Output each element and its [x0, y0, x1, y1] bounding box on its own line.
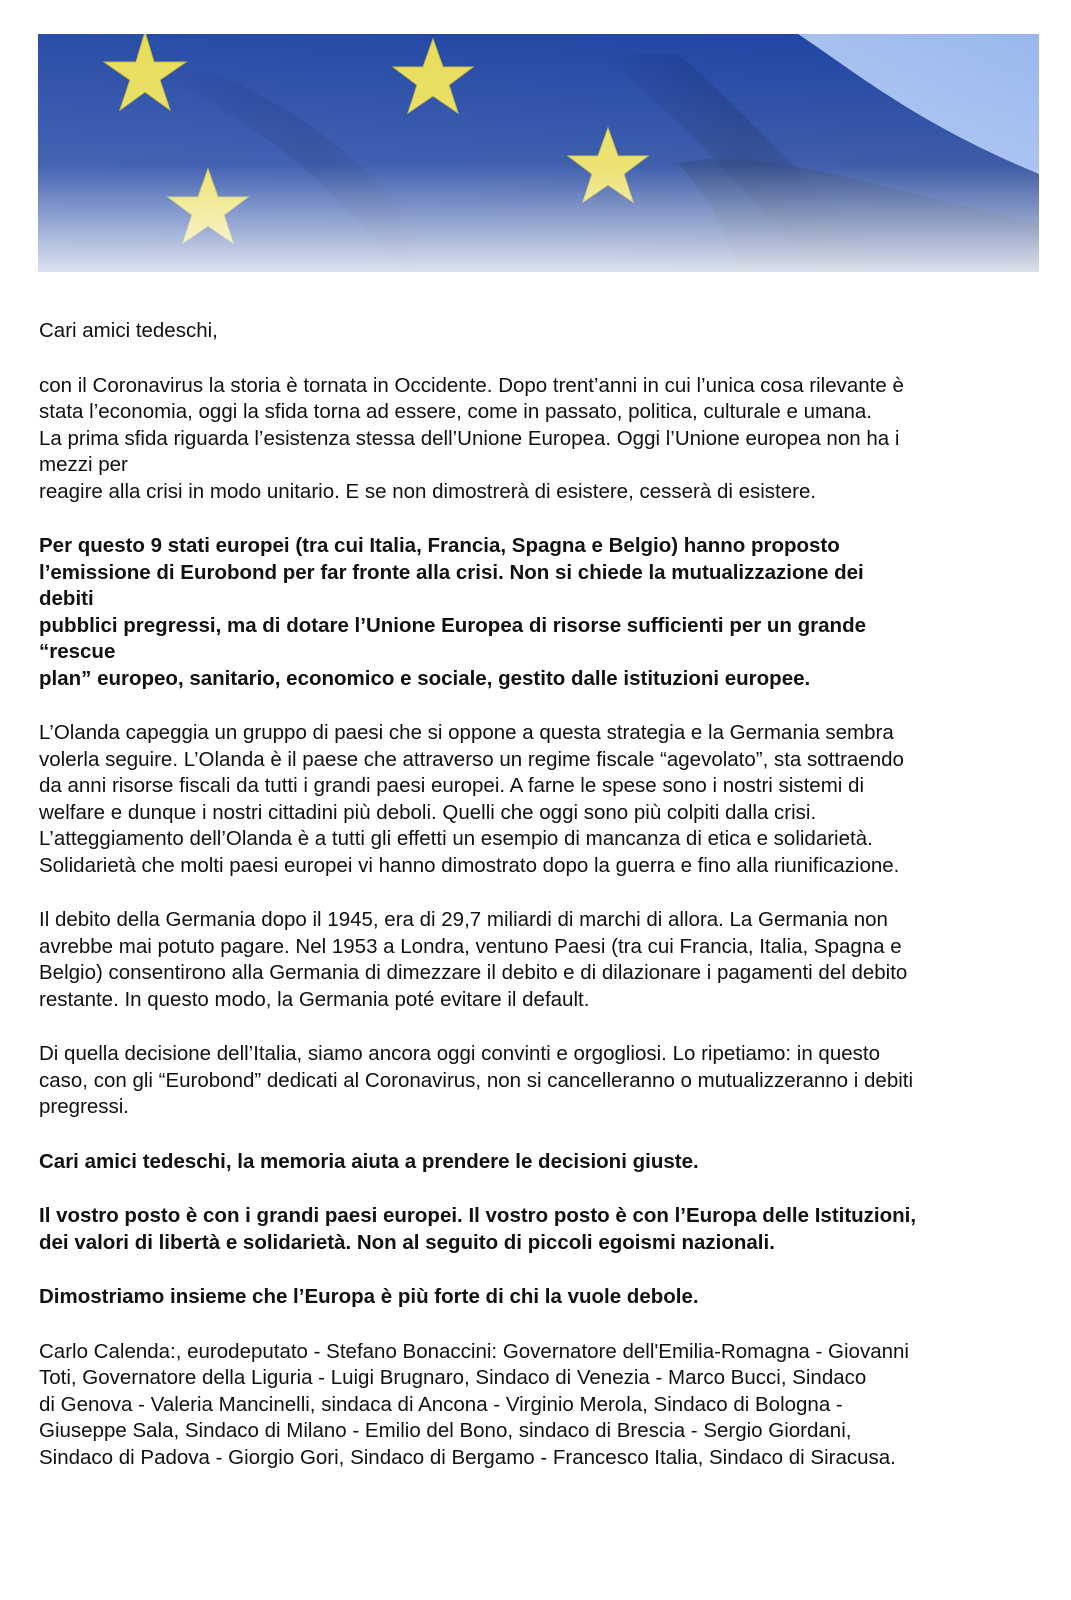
paragraph-vostro-posto: Il vostro posto è con i grandi paesi europei. Il vostro posto è con l’Europa delle Istituzioni, dei valori di libertà e solidarietà. Non al seguito di piccoli egoismi nazionali. — [39, 1204, 917, 1254]
paragraph-olanda: L’Olanda capeggia un gruppo di paesi che si oppone a questa strategia e la Germania sembra volerla seguire. L’Olanda è il paese che attraverso un regime fiscale “agevolato”, sta sottraendo da anni risorse fiscali da tutti i grandi paesi europei. A farne le spese sono i nostri sistemi di welfare e dunque i nostri cittadini più deboli. Quelli che oggi sono più colpiti dalla crisi. L’atteggiamento dell’Olanda è a tutti gli effetti un esempio di mancanza di etica e solidarietà. Solidarietà che molti paesi europei vi hanno dimostrato dopo la guerra e fino alla riunificazione. — [39, 721, 904, 877]
eu-flag-banner — [38, 34, 1039, 272]
paragraph-decisione-italia: Di quella decisione dell’Italia, siamo ancora oggi convinti e orgogliosi. Lo ripetiamo: in questo caso, con gli “Eurobond” dedicati al Coronavirus, non si cancelleranno o mutualizzeranno i debiti pregressi. — [39, 1042, 914, 1118]
letter-body — [39, 318, 1039, 1499]
signatures: Carlo Calenda:, eurodeputato - Stefano Bonaccini: Governatore dell'Emilia-Romagna - Giovanni Toti, Governatore della Liguria - Luigi Brugnaro, Sindaco di Venezia - Marco Bucci, Sindaco di Genova - Valeria Mancinelli, sindaca di Ancona - Virginio Merola, Sindaco di Bologna - Giuseppe Sala, Sindaco di Milano - Emilio del Bono, sindaco di Brescia - Sergio Giordani, Sindaco di Padova - Giorgio Gori, Sindaco di Bergamo - Francesco Italia, Sindaco di Siracusa. — [39, 1339, 909, 1469]
paragraph-dimostriamo: Dimostriamo insieme che l’Europa è più forte di chi la vuole debole. — [39, 1285, 699, 1308]
paragraph-eurobond: Per questo 9 stati europei (tra cui Italia, Francia, Spagna e Belgio) hanno proposto l’emissione di Eurobond per far fronte alla crisi. Non si chiede la mutualizzazione dei debiti pubblici pregressi, ma di dotare l’Unione Europea di risorse sufficienti per un grande “rescue plan” europeo, sanitario, economico e sociale, gestito dalle istituzioni europee. — [39, 534, 866, 690]
paragraph-history: con il Coronavirus la storia è tornata in Occidente. Dopo trent’anni in cui l’unica cosa rilevante è stata l’economia, oggi la sfida torna ad essere, come in passato, politica, culturale e umana. La prima sfida riguarda l’esistenza stessa dell’Unione Europea. Oggi l’Unione europea non ha i mezzi per reagire alla crisi in modo unitario. E se non dimostrerà di esistere, cesserà di esistere. — [39, 373, 904, 503]
paragraph-memoria: Cari amici tedeschi, la memoria aiuta a prendere le decisioni giuste. — [39, 1149, 699, 1173]
letter-greeting: Cari amici tedeschi, — [39, 319, 218, 342]
eu-flag-icon — [38, 34, 1039, 272]
paragraph-debito-germania: Il debito della Germania dopo il 1945, era di 29,7 miliardi di marchi di allora. La Germania non avrebbe mai potuto pagare. Nel 1953 a Londra, ventuno Paesi (tra cui Francia, Italia, Spagna e Belgio) consentirono alla Germania di dimezzare il debito e di dilazionare i pagamenti del debito restante. In questo modo, la Germania poté evitare il default. — [39, 908, 908, 1011]
